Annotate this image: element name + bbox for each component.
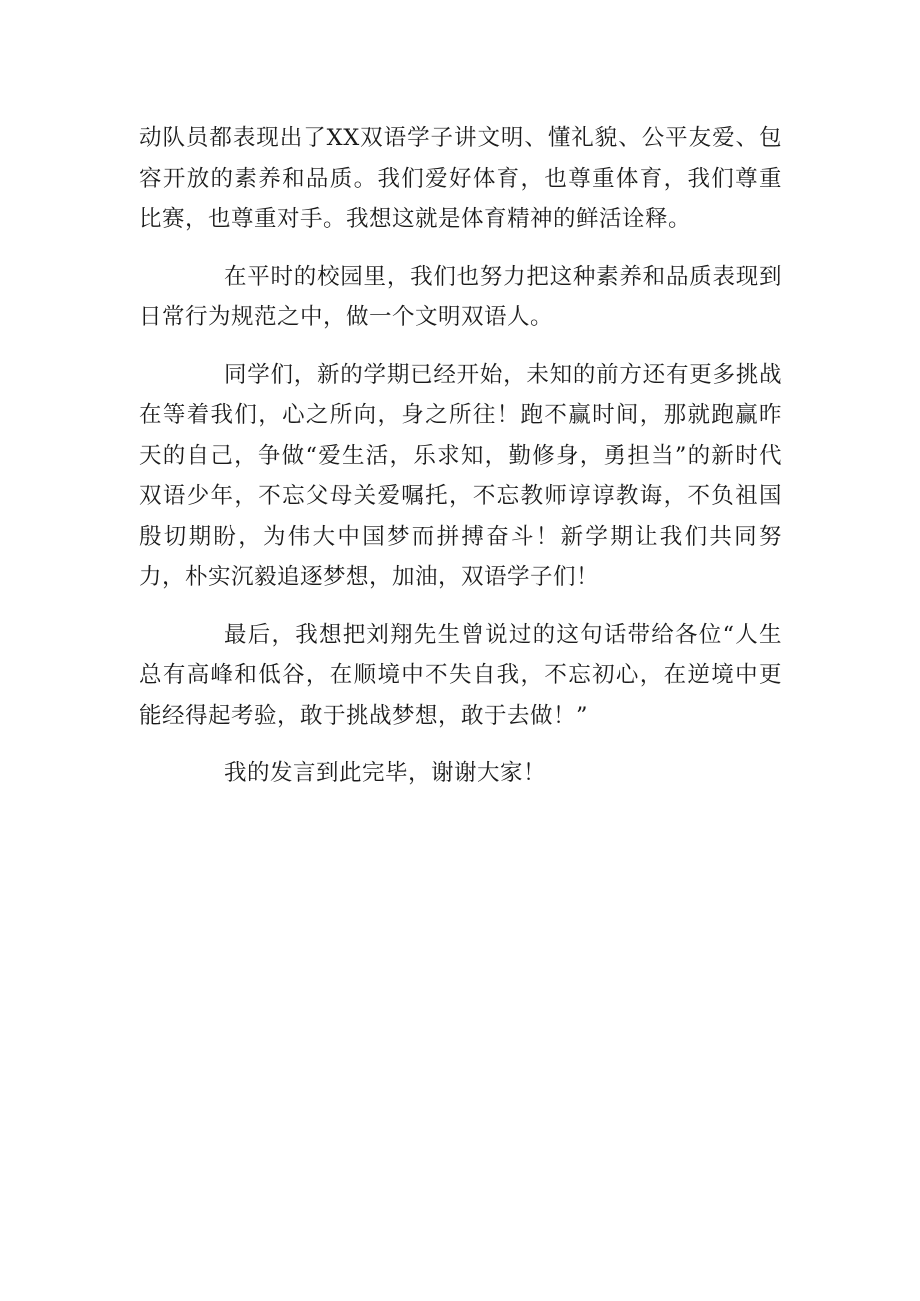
paragraph-campus-behavior: 在平时的校园里，我们也努力把这种素养和品质表现到日常行为规范之中，做一个文明双语人。	[139, 263, 782, 330]
paragraph-new-semester: 同学们，新的学期已经开始，未知的前方还有更多挑战在等着我们，心之所向，身之所往！跑不赢时间，那就跑赢昨天的自己，争做“爱生活，乐求知，勤修身，勇担当”的新时代双语少年，不忘父母关爱嘱托，不忘教师谆谆教诲，不负祖国殷切期盼，为伟大中国梦而拼搏奋斗！新学期让我们共同努力，朴实沉毅追逐梦想，加油，双语学子们！	[139, 361, 782, 590]
document-page	[139, 118, 782, 794]
paragraph-closing: 我的发言到此完毕，谢谢大家！	[224, 760, 547, 786]
paragraph-quote: 最后，我想把刘翔先生曾说过的这句话带给各位“人生总有高峰和低谷，在顺境中不失自我，不忘初心，在逆境中更能经得起考验，敢于挑战梦想，敢于去做！”	[139, 621, 782, 729]
paragraph-continuation: 动队员都表现出了XX双语学子讲文明、懂礼貌、公平友爱、包容开放的素养和品质。我们爱好体育，也尊重体育，我们尊重比赛，也尊重对手。我想这就是体育精神的鲜活诠释。	[139, 125, 782, 232]
